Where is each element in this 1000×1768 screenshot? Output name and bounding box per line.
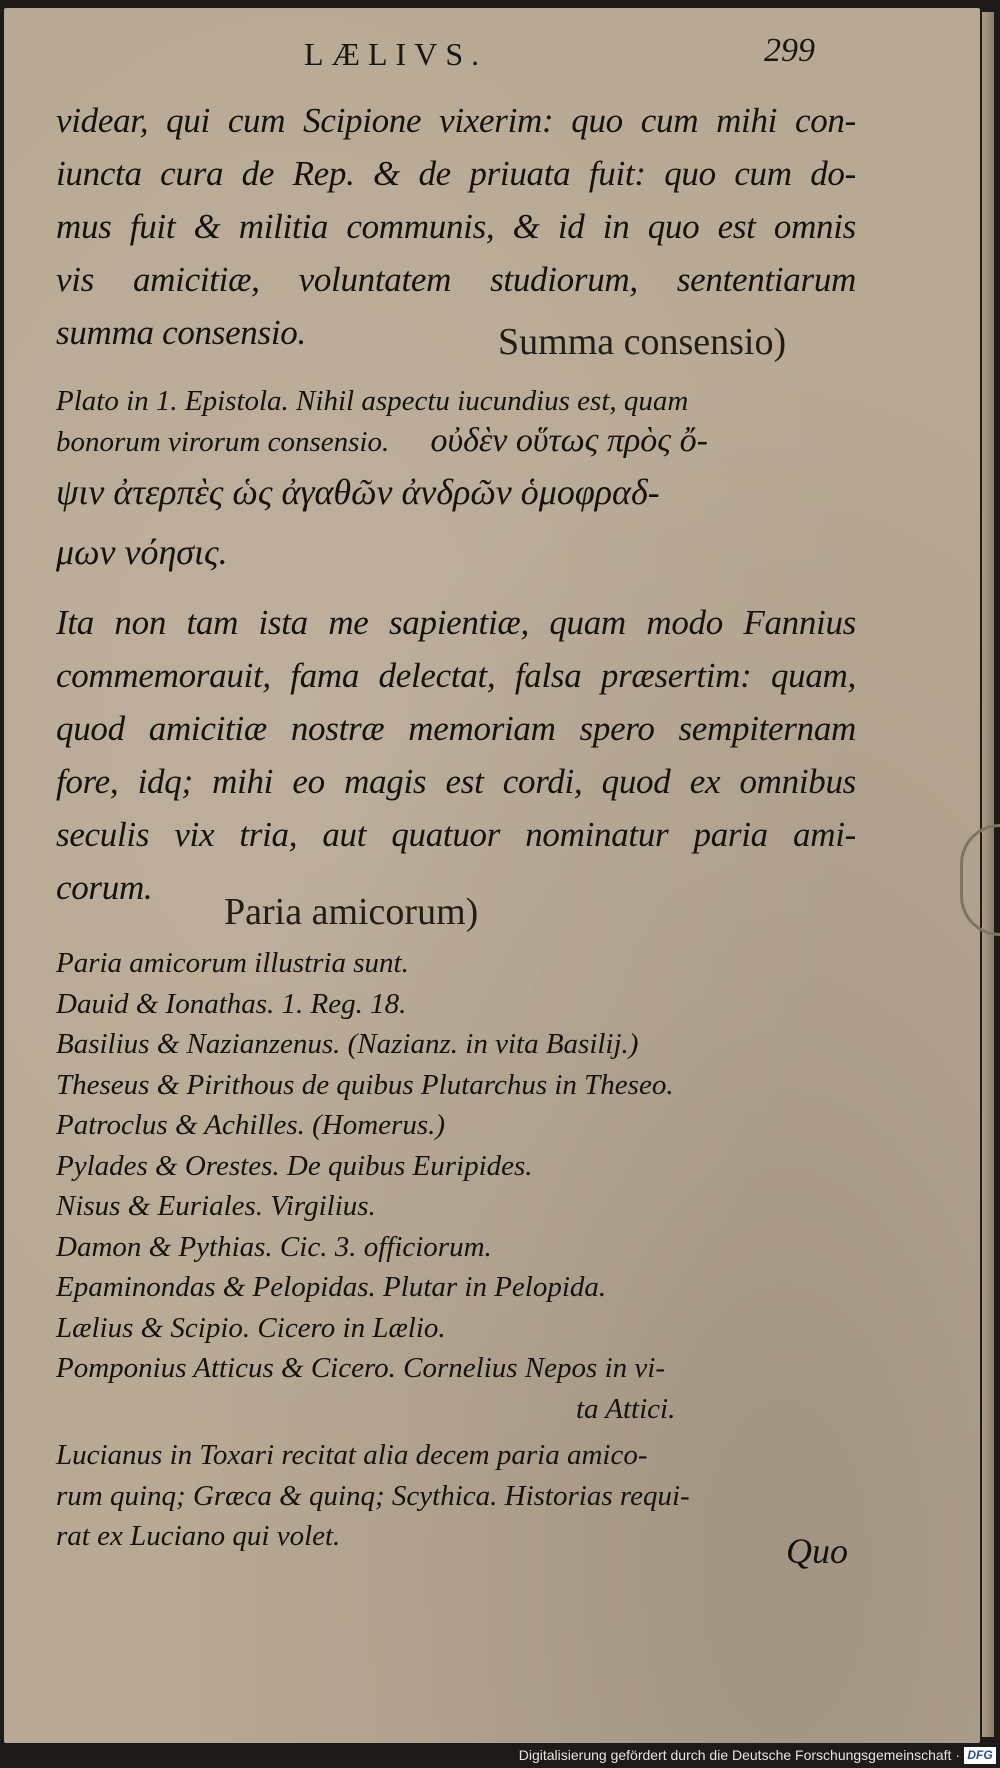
text-line: iuncta cura de Rep. & de priuata fuit: quo cum do-: [56, 154, 856, 193]
greek-line: ψιν ἀτερπὲς ὡς ἀγαθῶν ἀνδρῶν ὁμοφραδ-: [56, 472, 660, 512]
closing-line: rat ex Luciano qui volet.: [56, 1520, 341, 1552]
running-head: LÆLIVS.: [304, 36, 488, 72]
list-item: Epaminondas & Pelopidas. Plutar in Pelopida.: [56, 1271, 607, 1303]
side-heading: Summa consensio): [498, 321, 787, 363]
note-line: Plato in 1. Epistola. Nihil aspectu iucundius est, quam: [56, 385, 689, 417]
list-item: Damon & Pythias. Cic. 3. officiorum.: [56, 1230, 492, 1263]
note-plato: [56, 381, 846, 582]
text-line: videar, qui cum Scipione vixerim: quo cum mihi con-: [56, 101, 856, 140]
list-item: Lælius & Scipio. Cicero in Lælio.: [56, 1311, 446, 1344]
text-line: seculis vix tria, aut quatuor nominatur paria ami-: [56, 815, 856, 854]
digitization-footer: [0, 1745, 1000, 1768]
text-line: quod amicitiæ nostræ memoriam spero sempiternam: [56, 709, 856, 748]
list-item: Nisus & Euriales. Virgilius.: [56, 1190, 376, 1222]
paragraph-2: [56, 596, 856, 914]
book-page: [4, 8, 980, 1743]
list-item: Patroclus & Achilles. (Homerus.): [56, 1109, 446, 1141]
list-item: Basilius & Nazianzenus. (Nazianz. in vita Basilij.): [56, 1028, 639, 1060]
greek-text: οὐδὲν οὕτως πρὸς ὄ-: [430, 422, 708, 459]
dfg-logo: DFG: [964, 1747, 996, 1764]
closing-line: Lucianus in Toxari recitat alia decem paria amico-: [56, 1439, 648, 1471]
text-line: summa consensio.: [56, 313, 306, 352]
pairs-list: [56, 943, 856, 1557]
text-line: corum.: [56, 868, 153, 907]
text-line: Ita non tam ista me sapientiæ, quam modo Fannius: [56, 603, 856, 642]
catchword: Quo: [786, 1531, 848, 1571]
text-line: mus fuit & militia communis, & id in quo est omnis: [56, 207, 856, 246]
text-line: vis amicitiæ, voluntatem studiorum, sententiarum: [56, 260, 856, 299]
page-header: [4, 32, 980, 76]
text-line: commemorauit, fama delectat, falsa præsertim: quam,: [56, 656, 856, 695]
list-item: Dauid & Ionathas. 1. Reg. 18.: [56, 987, 407, 1020]
list-item: Pomponius Atticus & Cicero. Cornelius Nepos in vi-: [56, 1352, 665, 1384]
footer-credit: Digitalisierung gefördert durch die Deutsche Forschungsgemeinschaft ·: [518, 1747, 960, 1763]
greek-line: μων νόησις.: [56, 532, 228, 572]
list-intro: Paria amicorum illustria sunt.: [56, 947, 409, 979]
page-number: 299: [764, 32, 815, 69]
list-item-continuation: ta Attici.: [576, 1392, 676, 1425]
text-line: fore, idq; mihi eo magis est cordi, quod ex omnibus: [56, 762, 856, 801]
note-line: [56, 421, 846, 462]
side-heading: Paria amicorum): [224, 891, 479, 933]
note-text: bonorum virorum consensio.: [56, 426, 390, 458]
closing-line: rum quinq; Græca & quinq; Scythica. Historias requi-: [56, 1479, 690, 1512]
list-item: Theseus & Pirithous de quibus Plutarchus in Theseo.: [56, 1068, 674, 1101]
list-item: Pylades & Orestes. De quibus Euripides.: [56, 1149, 533, 1182]
